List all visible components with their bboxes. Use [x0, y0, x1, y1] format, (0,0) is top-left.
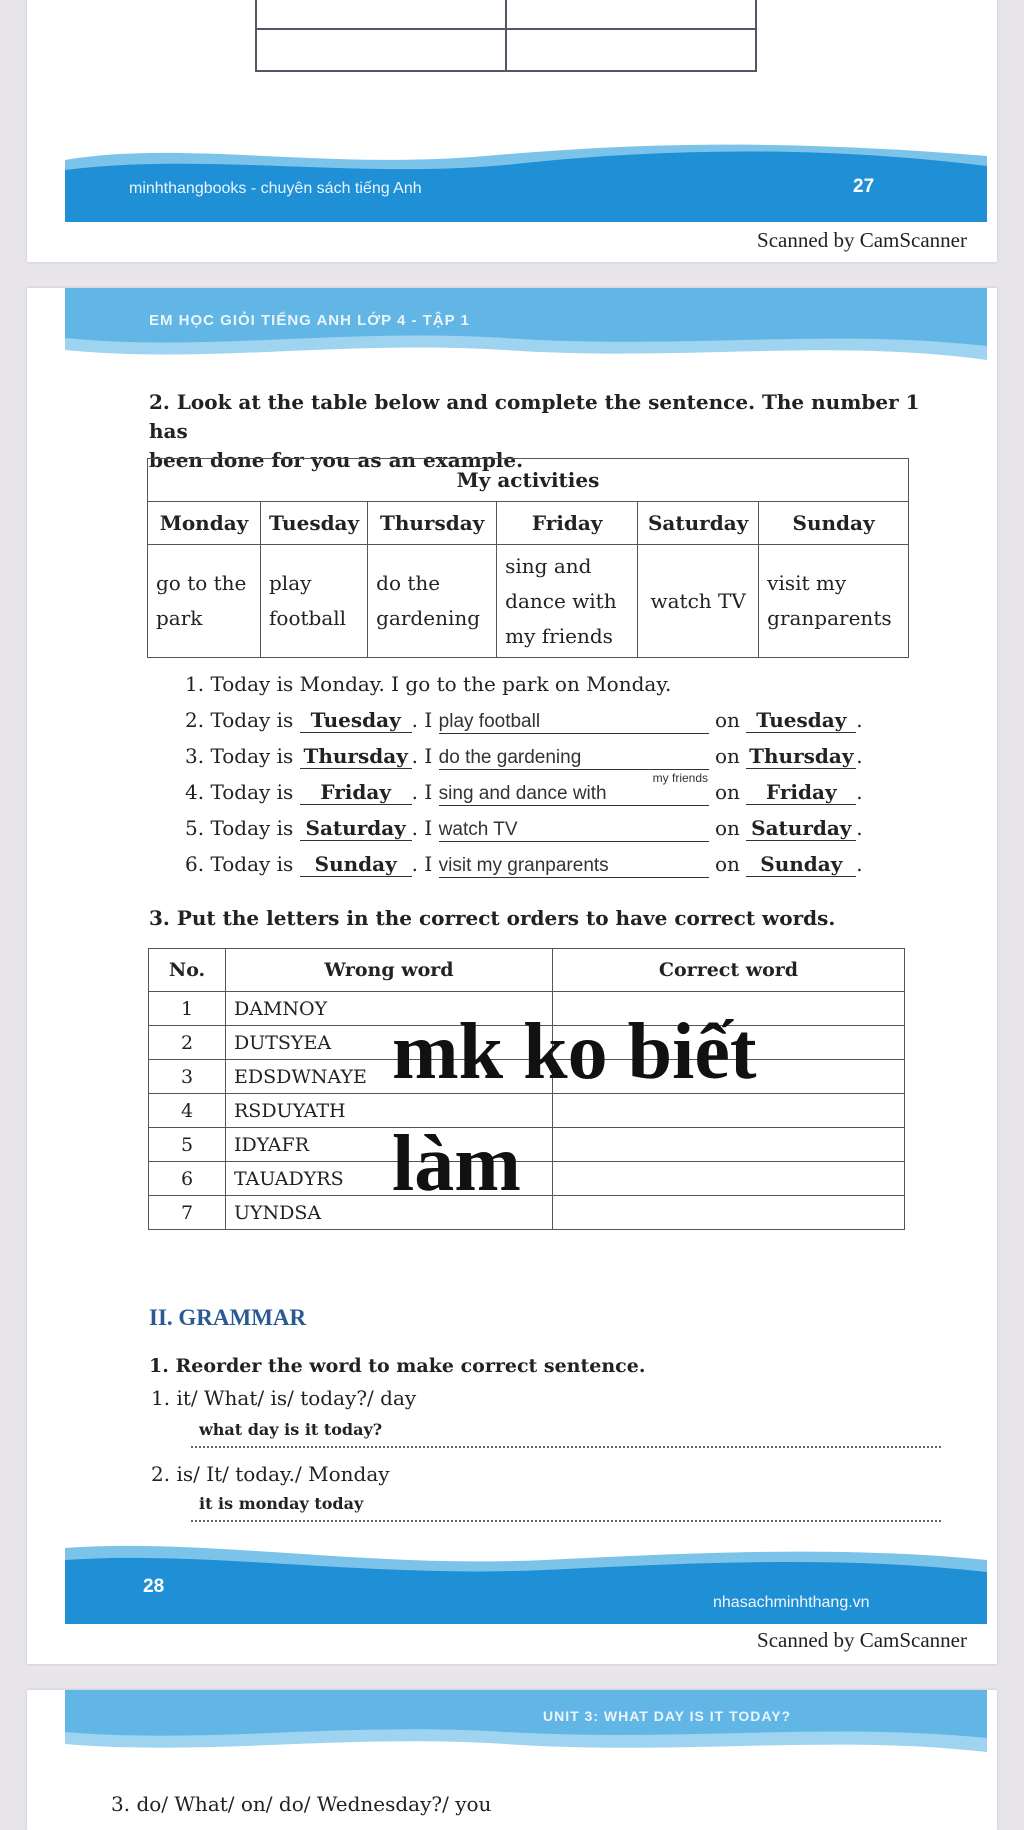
answer-input[interactable]: visit my granparents [439, 855, 709, 878]
day-header: Saturday [638, 502, 759, 545]
table-row: 1 DAMNOY [149, 992, 905, 1026]
sentence-row: 5. Today is Saturday . I watch TV on Saturday . [185, 816, 863, 840]
example-sentence: 1. Today is Monday. I go to the park on Monday. [185, 672, 672, 696]
col-header: No. [149, 949, 226, 992]
sentence-row: 4. Today is Friday . I sing and dance with my friends on Friday . [185, 771, 863, 804]
overlay-text-line-1: mk ko biết [392, 1008, 757, 1096]
sentence-row: 6. Today is Sunday . I visit my granparents on Sunday . [185, 852, 863, 876]
day-header: Monday [148, 502, 261, 545]
correct-word-input[interactable] [553, 1196, 905, 1230]
footer-brand: minhthangbooks - chuyên sách tiếng Anh [129, 180, 422, 197]
page-28 [27, 288, 997, 1664]
page-number: 27 [853, 176, 875, 197]
activity-cell: play football [261, 545, 368, 658]
col-header: Correct word [553, 949, 905, 992]
day-header: Thursday [368, 502, 497, 545]
correct-word-input[interactable] [553, 1128, 905, 1162]
day-header: Friday [497, 502, 638, 545]
activity-cell: sing and dance with my friends [497, 545, 638, 658]
answer-input[interactable]: play football [439, 711, 709, 734]
answer-input[interactable]: watch TV [439, 819, 709, 842]
sentence-row: 3. Today is Thursday . I do the gardening on Thursday . [185, 744, 863, 768]
unit-header: UNIT 3: WHAT DAY IS IT TODAY? [543, 1708, 792, 1724]
page-27 [27, 0, 997, 262]
page-29 [27, 1690, 997, 1830]
book-header: EM HỌC GIỎI TIẾNG ANH LỚP 4 - TẬP 1 [149, 312, 470, 329]
table-row: 3 EDSDWNAYE [149, 1060, 905, 1094]
answer-input[interactable]: do the gardening [439, 747, 709, 770]
activity-cell: do the gardening [368, 545, 497, 658]
footer-url: nhasachminhthang.vn [713, 1594, 870, 1611]
table-row: 4 RSDUYATH [149, 1094, 905, 1128]
grammar-question: 1. it/ What/ is/ today?/ day [151, 1386, 417, 1410]
scanned-label: Scanned by CamScanner [757, 1628, 967, 1652]
grammar-instruction: 1. Reorder the word to make correct sentence. [149, 1355, 646, 1377]
table-row: 2 DUTSYEA [149, 1026, 905, 1060]
page-number: 28 [143, 1576, 165, 1597]
exercise-3-instruction: 3. Put the letters in the correct orders to have correct words. [149, 906, 836, 930]
activity-cell: visit my granparents [759, 545, 909, 658]
overlay-text-line-2: làm [392, 1120, 521, 1208]
sentence-row: 2. Today is Tuesday . I play football on Tuesday . [185, 708, 863, 732]
activity-cell: watch TV [638, 545, 759, 658]
table-title: My activities [148, 459, 909, 502]
day-header: Sunday [759, 502, 909, 545]
table-row: 7 UYNDSA [149, 1196, 905, 1230]
grammar-heading: II. GRAMMAR [149, 1305, 307, 1330]
grammar-answer-line[interactable]: what day is it today? [191, 1420, 941, 1448]
activities-table [147, 458, 909, 658]
correct-word-input[interactable] [553, 1162, 905, 1196]
grammar-question: 2. is/ It/ today./ Monday [151, 1462, 390, 1486]
correct-word-input[interactable] [553, 1094, 905, 1128]
answer-input[interactable]: sing and dance with my friends [438, 771, 709, 804]
activity-cell: go to the park [148, 545, 261, 658]
day-header: Tuesday [261, 502, 368, 545]
empty-table [255, 0, 757, 72]
scanned-label: Scanned by CamScanner [757, 228, 967, 252]
grammar-question: 3. do/ What/ on/ do/ Wednesday?/ you [111, 1792, 492, 1816]
exercise-2-instruction: 2. Look at the table below and complete the sentence. The number 1 has been done for you as an example. [149, 390, 920, 472]
header-wave [65, 1690, 987, 1760]
grammar-answer-line[interactable]: it is monday today [191, 1494, 941, 1522]
table-row: 6 TAUADYRS [149, 1162, 905, 1196]
table-row: 5 IDYAFR [149, 1128, 905, 1162]
col-header: Wrong word [226, 949, 553, 992]
